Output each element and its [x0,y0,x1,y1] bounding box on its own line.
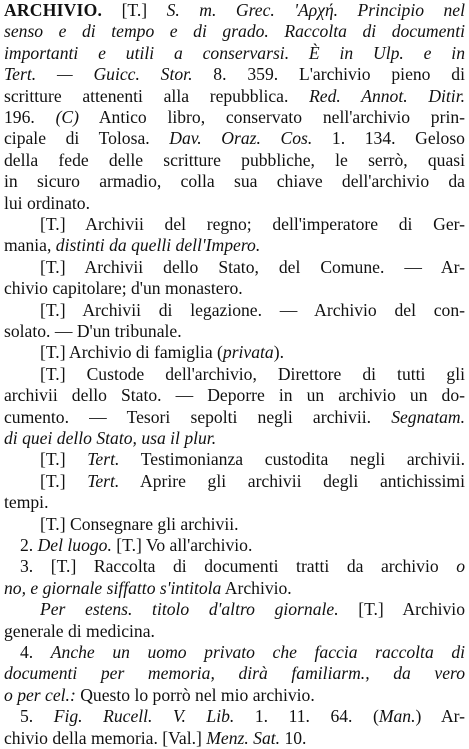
italic-text: di quei dello Stato, usa il plur. [4,428,217,448]
text-segment: tempi. [4,492,49,513]
italic-text: (C) [55,107,80,127]
text-segment: [T.] Archivii di legazione. — Archivio del con- [40,299,465,320]
text-line [40,300,465,321]
text-segment: generale di medicina. [4,620,155,641]
text-segment: 196. [4,107,56,127]
text-segment: [T.] Custode dell'archivio, Direttore di tutti gli [40,363,465,384]
text-segment: della fede delle scritture pubbliche, le serrò, quasi [4,149,465,170]
text-line [4,663,465,684]
italic-text: o per cel.: [4,684,76,705]
text-segment: chivio capitolare; d'un monastero. [4,278,243,299]
text-line [4,385,465,406]
italic-text: Segnatam. [391,406,465,427]
text-segment: cipale di Tolosa. [4,128,170,149]
italic-text: Dav. Oraz. Cos. [169,128,313,149]
italic-text: Menz. Sat. [206,727,281,748]
italic-text: documenti per memoria, dirà familiarm., da vero [4,663,465,684]
text-line [20,642,465,663]
text-segment: [T.] Consegnare gli archivii. [40,513,239,534]
text-segment: [T.] Archivii del regno; dell'imperatore di Ger- [40,214,465,234]
text-segment: [T.] [102,0,167,20]
text-segment: archivii dello Stato. — Deporre in un archivio un do- [4,385,465,406]
text-segment: solato. — D'un tribunale. [4,321,182,341]
italic-text: importanti e utili a conservarsi. È in Ulp. e in [4,42,465,63]
text-segment: [T.] Archivii dello Stato, del Comune. — Ar- [40,256,465,277]
italic-text: o [456,556,465,577]
italic-text: Tert. [87,470,120,491]
italic-text: Man. [378,706,416,727]
text-segment: Questo lo porrò nel mio archivio. [75,684,315,705]
text-segment: Antico libro, conservato nell'archivio prin- [79,107,465,127]
text-segment: ). [273,342,284,363]
text-line [4,235,465,256]
text-line [4,278,465,299]
text-segment: in sicuro armadio, colla sua chiave dell'archivio da [4,171,465,192]
text-line [40,471,465,492]
text-segment: 3. [T.] Raccolta di documenti tratti da archivio [20,556,457,577]
text-segment: [T.] Archivio [338,599,465,620]
italic-text: privata [222,342,274,363]
text-segment: 1. 11. 64. ( [234,706,379,727]
text-segment: 4. [20,642,51,662]
text-segment: Aprire gli archivii degli antichissimi [119,470,465,491]
italic-text: Per estens. titolo d'altro giornale. [40,599,339,620]
text-segment: 1. 134. Geloso [312,128,465,149]
italic-text: Tert. — Guicc. Stor. [4,64,193,85]
italic-text: distinti da quelli dell'Impero. [55,235,261,256]
text-line [40,257,465,278]
italic-text: no, e giornale siffatto s'intitola [4,577,222,598]
text-line [4,43,465,64]
text-line [4,407,465,428]
text-line [20,535,465,556]
text-segment: 5. [20,706,54,727]
italic-text: Red. Annot. Ditir. [309,85,465,106]
text-segment: lui ordinato. [4,192,91,213]
headword: ARCHIVIO. [4,0,103,20]
text-line [40,364,465,385]
italic-text: Tert. [87,449,120,470]
text-line [20,706,465,727]
text-line [4,64,465,85]
italic-text: senso e di tempo e di grado. Raccolta di documenti [4,21,465,42]
text-segment: chivio della memoria. [Val.] [4,727,207,748]
text-line [4,107,465,128]
text-segment: 10. [280,727,307,748]
text-line [4,621,465,642]
text-segment: mania, [4,235,56,256]
text-line [4,728,465,749]
text-line [4,492,465,513]
text-segment: [T.] [40,449,88,470]
text-line [4,150,465,171]
text-segment: cumento. — Tesori sepolti negli archivii. [4,406,392,427]
text-segment: [T.] [40,470,88,491]
text-segment: Archivio. [221,577,292,598]
text-line [4,193,465,214]
text-line [4,0,465,21]
text-line [4,428,465,449]
text-segment: ) Ar- [415,706,465,727]
text-segment: scritture attenenti alla repubblica. [4,85,310,106]
text-line [40,514,465,535]
text-segment: 8. 359. L'archivio pieno di [192,64,465,85]
italic-text: S. m. Grec. 'Αρχή. Principio nel [166,0,465,20]
text-line [40,599,465,620]
text-line [40,342,465,363]
text-line [20,556,465,577]
italic-text: Del luogo. [37,535,112,555]
text-line [4,321,465,342]
text-segment: [T.] Archivio di famiglia ( [40,342,223,363]
text-line [4,578,465,599]
text-line [40,214,465,235]
text-line [4,21,465,42]
text-segment: 2. [20,535,38,555]
text-line [4,685,465,706]
italic-text: Fig. Rucell. V. Lib. [53,706,235,727]
text-line [40,449,465,470]
text-line [4,128,465,149]
italic-text: Anche un uomo privato che faccia raccolta di [50,642,465,662]
text-segment: Testimonianza custodita negli archivii. [119,449,465,470]
text-segment: [T.] Vo all'archivio. [111,535,253,555]
text-line [4,171,465,192]
text-line [4,86,465,107]
